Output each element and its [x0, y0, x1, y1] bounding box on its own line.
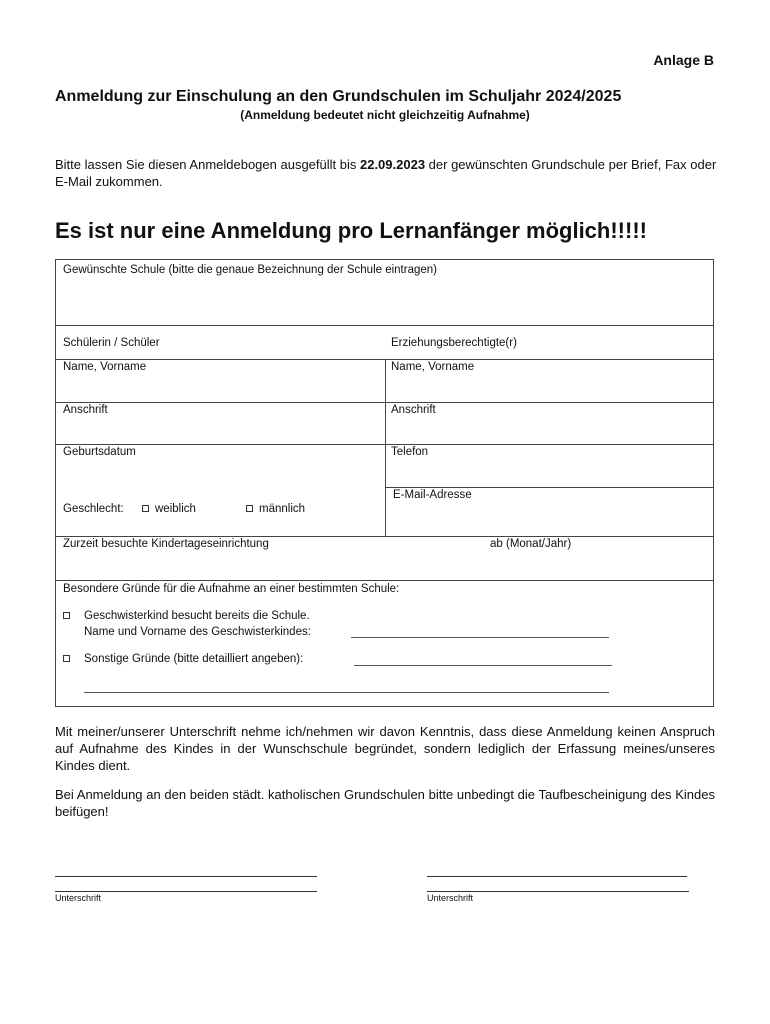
divider	[56, 325, 713, 326]
gender-label: Geschlecht:	[63, 503, 124, 515]
divider	[56, 536, 713, 537]
sibling-checkbox[interactable]	[63, 610, 76, 622]
intro-after-date: der gewünschten Grundschule per Brief, Fax oder E-Mail zukommen.	[55, 157, 717, 189]
student-address-label: Anschrift	[63, 404, 108, 416]
gender-female-label: weiblich	[155, 503, 196, 515]
other-reasons-line-2[interactable]	[84, 692, 609, 693]
guardian-header: Erziehungsberechtigte(r)	[391, 337, 517, 349]
annex-label: Anlage B	[653, 52, 714, 68]
deadline-date: 22.09.2023	[359, 157, 426, 172]
checkbox-icon[interactable]	[142, 505, 149, 512]
divider	[56, 580, 713, 581]
gender-female-option[interactable]	[142, 503, 196, 515]
registration-form	[55, 259, 714, 707]
page-title: Anmeldung zur Einschulung an den Grundschulen im Schuljahr 2024/2025	[55, 88, 622, 105]
column-divider	[385, 359, 386, 536]
guardian-address-label: Anschrift	[391, 404, 436, 416]
declaration-text: Mit meiner/unserer Unterschrift nehme ich/nehmen wir davon Kenntnis, dass diese Anmeldung keinen Anspruch auf Aufnahme des Kindes in der Wunschschule begründet, sondern lediglich der Erfassung meines/unseres Kindes dient.	[55, 724, 715, 773]
guardian-name-label: Name, Vorname	[391, 361, 475, 373]
other-reasons-line[interactable]	[354, 665, 612, 666]
intro-before-date: Bitte lassen Sie diesen Anmeldebogen ausgefüllt bis	[55, 157, 360, 172]
other-reasons-label: Sonstige Gründe (bitte detailliert angeben):	[84, 653, 304, 665]
gender-male-label: männlich	[259, 503, 306, 515]
signature-line-left[interactable]	[55, 876, 317, 877]
daycare-since-label: ab (Monat/Jahr)	[490, 538, 572, 550]
checkbox-icon[interactable]	[63, 612, 70, 619]
reasons-label: Besondere Gründe für die Aufnahme an einer bestimmten Schule:	[63, 583, 400, 595]
birthdate-label: Geburtsdatum	[63, 446, 136, 458]
signature-line-right[interactable]	[427, 876, 687, 877]
signature-label-right: Unterschrift	[427, 893, 474, 903]
student-name-label: Name, Vorname	[63, 361, 147, 373]
other-reasons-checkbox[interactable]	[63, 653, 76, 665]
checkbox-icon[interactable]	[63, 655, 70, 662]
baptism-note: Bei Anmeldung an den beiden städt. katholischen Grundschulen bitte unbedingt die Taufbescheinigung des Kindes beifügen!	[55, 787, 715, 819]
checkbox-icon[interactable]	[246, 505, 253, 512]
headline-warning: Es ist nur eine Anmeldung pro Lernanfänger möglich!!!!!	[55, 218, 647, 243]
sibling-name-label: Name und Vorname des Geschwisterkindes:	[84, 626, 311, 638]
student-header: Schülerin / Schüler	[63, 337, 160, 349]
daycare-label: Zurzeit besuchte Kindertageseinrichtung	[63, 538, 269, 550]
gender-male-option[interactable]	[246, 503, 305, 515]
sibling-text: Geschwisterkind besucht bereits die Schule.	[84, 610, 310, 622]
signature-line-left-2[interactable]	[55, 891, 317, 892]
email-label: E-Mail-Adresse	[393, 489, 472, 501]
page-subtitle: (Anmeldung bedeutet nicht gleichzeitig Aufnahme)	[240, 108, 530, 122]
school-field-label: Gewünschte Schule (bitte die genaue Bezeichnung der Schule eintragen)	[63, 264, 437, 276]
divider	[385, 487, 713, 488]
sibling-name-line[interactable]	[351, 637, 609, 638]
signature-line-right-2[interactable]	[427, 891, 689, 892]
intro-text	[55, 156, 725, 190]
signature-label-left: Unterschrift	[55, 893, 102, 903]
phone-label: Telefon	[391, 446, 429, 458]
